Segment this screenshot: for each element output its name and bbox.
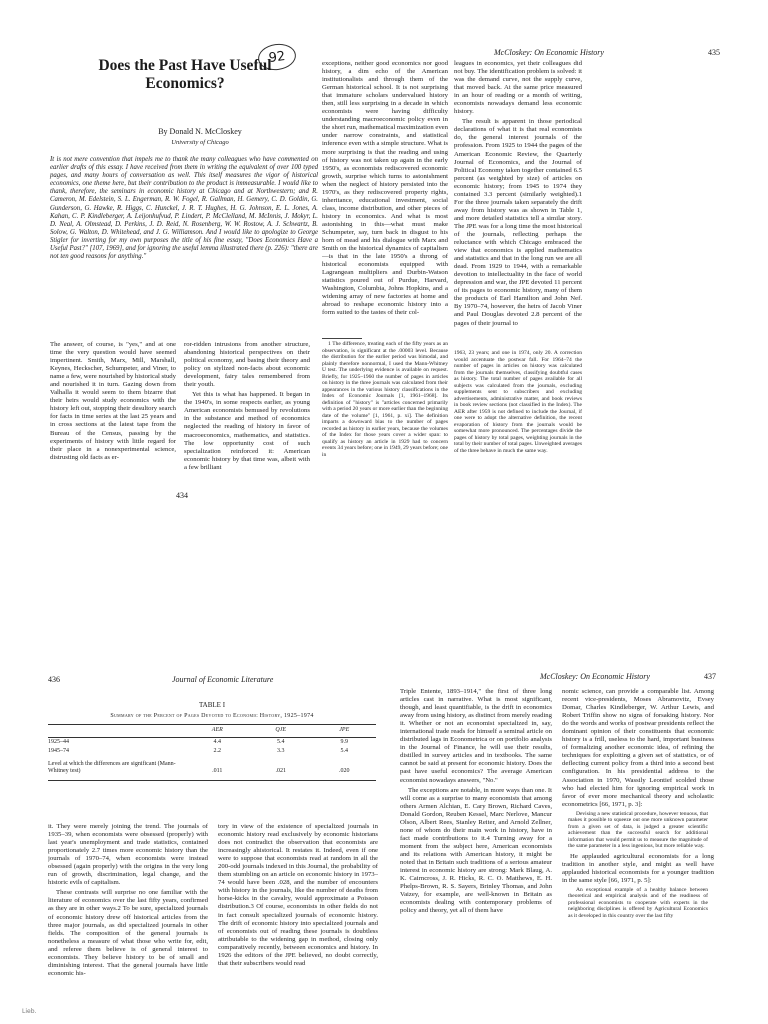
page-number: 436: [48, 675, 60, 684]
table-cell: .020: [312, 757, 376, 781]
block-quote: An exceptional example of a healthy balance between theoretical and empirical analysis and of the readiness of professional economists to cooperate with experts in the neighboring disciplines is offered by Agricultural Economics as it developed in this country over the last fifty: [568, 886, 708, 919]
page-number: 437: [704, 672, 716, 681]
running-head: McCloskey: On Economic History: [494, 48, 604, 57]
table-cell: Level at which the differences are significant (Mann-Whitney test): [48, 757, 186, 781]
page-number: 434: [176, 491, 188, 500]
table-row: [48, 757, 376, 781]
paragraph: nomic science, can provide a comparable list. Among recent vice-presidents, Moses Abramovitz, Evsey Domar, Charles Kindleberger, W. Arthur Lewis, and Robert Triffin show no signs of forsaking history. Nor do the words and works of postwar presidents reflect the dominant opinion of their constituents that economic history is a frill, useless to the hard, important business of formalizing another economic idea, of refining the techniques for exploiting a given set of statistics, or of deflecting current policy from a third into a second best configuration. In his presidential address to the Association in 1970, Wassily Leontief scolded those who had elected him for ignoring empirical work in favor of ever more mechanical theory and scholastic econometrics [66, 1971, p. 3]:: [562, 688, 714, 808]
table-row: [48, 737, 376, 747]
page-number: 435: [708, 48, 720, 57]
paragraph: The answer, of course, is "yes," and at one time the very question would have seemed impertinent. Smith, Marx, Mill, Marshall, Keynes, Heckscher, Schumpeter, and Viner, to name a few, were nourished by historical study and nourished it in turn. Gazing down from Valhalla it would seem to them bizarre that their heirs would study economics with the history left out, stopping their desultory search for facts in time series at the last 25 years and in cross sections at the latest tape from the Bureau of the Census, passing by the experiments of history with little regard for their place in a nonexperimental science, distrusting old facts as er-: [50, 341, 176, 461]
table-cell: .011: [186, 757, 249, 781]
paragraph: The exceptions are notable, in more ways than one. It will come as a surprise to many economists that among others Armen Alchian, E. Cary Brown, Richard Caves, Donald Gordon, Reuben Kessel, Marc Nerlove, Mancur Olson, Albert Rees, Stanley Reiter, and Arnold Zellner, none of whom do their main work in history, have in fact made contributions to it.4 Turning away for a moment from the subject here, American economists and its relations with American history, it might be noted that in Britain such traditions of a serious amateur interest in economic history are strong: Mark Blaug, A. K. Cairncross, J. R. Hicks, R. C. O. Matthews, E. H. Phelps-Brown, R. S. Sayers, Brinley Thomas, and John Vaizey, for example, are well-known in Britain as economists dealing with contemporary problems of policy and theory, yet all of them have: [400, 786, 552, 915]
footnote-text: 1 The difference, treating each of the fifty years as an observation, is significant at the .00003 level. Because the distribution for the earlier period was bimodal, and plainly therefore nonnormal, I used the Mann-Whitney U test. The underlying evidence is available on request. Briefly, for 1925–1960 the number of pages in articles on history in the three journals was calculated from their appearances in the various history classifications in the Index of Economic Journals [1, 1961–1968]. Its definition of "history" is "articles concerned primarily with a period 20 years or more earlier than the beginning date of the volume" [1, 1961, p. xi]. The definition imparts a downward bias to the number of pages recorded as history in earlier years, because the volumes of the Index for those years cover a wider span: to qualify as history an article in 1929 had to concern events 34 years before; one in 1949, 29 years before; one in: [322, 341, 448, 458]
text-column-2: [184, 341, 310, 489]
table-header-row: [48, 725, 376, 738]
author-affiliation: University of Chicago: [171, 139, 229, 146]
text-column-1: [50, 341, 176, 501]
table-cell: 5.4: [277, 738, 285, 745]
paragraph: Triple Entente, 1893–1914," the first of three long articles cast in narrative. What is most significant, though, and least quantifiable, is the drift in economics away from using history, as distinct from merely reading it. Whether or not an economist specialized in, say, international trade reads for himself a seminal article on distributed lags in Econometrica or on portfolio analysis in the Journal of Finance, he will use their results, distilled in survey articles and in textbooks. The same cannot be said at present for economic history. Does the past have useful economics? The average American economist nowadays answers, "No.": [400, 688, 552, 784]
footnote-rule: [322, 338, 362, 339]
paragraph: ror-ridden intrusions from another structure, abandoning historical perspectives on their political economy, and basing their theory and policy on stylized non-facts about economic development, fairy tales remembered from their youth.: [184, 341, 310, 389]
article-title: Does the Past Have Useful Economics?: [98, 57, 272, 92]
paragraph: it. They were merely joining the trend. The journals of 1935–39, when economists were obsessed (properly) with last year's unemployment and trade statistics, contained proportionately 2.7 times more economic history than the journals of 1970–74, when economists were instead obsessed (again properly) with the origins in the very long run of growth, discrimination, legal change, and the historic evils of capitalism.: [48, 823, 208, 887]
table-header: JPE: [312, 725, 376, 738]
block-quote: Devising a new statistical procedure, however tenuous, that makes it possible to squeeze out one more unknown parameter from a given set of data, is judged a greater scientific achievement than the successful search for additional information that would permit us to measure the magnitude of the same parameter in a less ingenious, but more reliable way.: [568, 810, 708, 850]
table-cell: 1925–44: [48, 738, 69, 745]
text-column-3: [322, 60, 448, 335]
acknowledgement-note: It is not mere convention that impels me to thank the many colleagues who have commented on earlier drafts of this essay. I have received from them in writing the equivalent of over 100 typed pages, and many hours of conversation as well. This itself measures the vigor of historical economics, one theme here, but their contribution to the product is immeasurable. I would like to thank, therefore, the seminars in economic history at Chicago and at Northwestern; and R. Cameron, M. Edelstein, S. L. Engerman, R. W. Fogel, R. Gallman, H. Gemery, C. D. Goldin, G. Gunderson, G. Hawke, R. Higgs, C. Hunckel, J. R. T. Hughes, H. G. Johnson, E. L. Jones, A. Kahan, C. P. Kindleberger, A. Leijonhufvud, P. Lindert, P. McClelland, M. McInnis, J. Mokyr, L. D. Neal, A. Olmstead, D. Perkins, J. D. Reid, N. Rosenberg, W. W. Rostow, A. J. Schwartz, B. Solow, G. Walton, D. Whitehead, and J. G. Williamson. And I would like to apologize to George Stigler for inverting for my own purposes the title of his fine essay, "Does Economics Have a Useful Past?" [107, 1969], and for ignoring the useful lemma illustrated there (p. 226): "there are not ten good reasons for anything.": [50, 156, 318, 261]
table-cell: 4.4: [213, 738, 222, 745]
table-cell: 1945–74: [48, 748, 69, 754]
paragraph: leagues in economics, yet their colleagues did not buy. The identification problem is solved: it was the demand curve, not the supply curve, that moved back. At the same price measured in an hour of reading or a month of writing, economists nowadays demand less economic history.: [454, 60, 582, 116]
text-column-4: [454, 60, 582, 344]
text-column-1: [400, 688, 552, 1022]
table-row: [48, 747, 376, 757]
paragraph: tory in view of the existence of specialized journals in economic history read exclusively by economic historians does not contradict the observation that economists are increasingly ahistorical. It restates it. Indeed, even if one were to suppose that economists read at random in all the 200-odd journals indexed in this Journal, the probability of them stumbling on an article on economic history in 1973–74 would have been .028, and the number of encounters with history in the journals, like the number of deaths from horse-kicks in the cavalry, would approximate a Poisson distribution.3 Of course, economists in other fields do not in fact consult specialized journals of economic history. The drift of economic history into specialized journals and of economists out of reading these journals is doubtless attributable to the widening gap in method, closing only comparatively recently, between economics and history. In 1926 the editors of the JPE believed, no doubt correctly, that their subscribers would read: [218, 823, 378, 967]
margin-annotation: Lieb.: [22, 1008, 37, 1015]
table-cell: .021: [249, 757, 312, 781]
paragraph: He applauded agricultural economists for a long tradition in another style, and might as well have applauded historical economists for a younger tradition in the same style [66, 1971, p. 5]:: [562, 852, 714, 884]
footnote-text: 1963, 23 years; and one in 1974, only 20. A correction would accentuate the postwar fall. For 1964–74 the number of pages in articles on history was calculated from the journals themselves, classifying doubtful cases as history. The total number of pages available for all subjects was calculated from the journals, excluding supplements sent to subscribers and excluding advertisements, administrative matter, and book reviews in book review sections (not classified in the Index). The AER after 1959 is not defined to include the Journal, if one were to adopt the alternative definition, the recent evaporation of history from the journals would be somewhat more pronounced. The percentages divide the pages of history by total pages, weighting journals in the total by their number of total pages. Unweighted averages of the three behave in much the same way.: [454, 350, 582, 454]
table-cell: 3.3: [277, 748, 285, 754]
table-subtitle: Summary of the Percent of Pages Devoted to Economic History, 1925–1974: [110, 713, 314, 719]
paragraph: The result is apparent in those periodical declarations of what it is that real economists do, the general interest journals of the profession. From 1925 to 1944 the pages of the American Economic Review, the Quarterly Journal of Economics, and the Journal of Political Economy taken together contained 6.5 percent (as weighted by size) of articles on economic history; from 1945 to 1974 they contained 3.3 percent (similarly weighted).1 For the three journals taken separately the drift away from history was as shown in Table 1, and more detailed statistics tell a similar story. The JPE was for a long time the most historical of the journals, reflecting perhaps the reluctance with which Chicago embraced the view that economics is applied mathematics and statistics and that in the long run we are all dead. From 1929 to 1944, with a remarkable devotion to intellectuality in the face of world depression and war, the JPE devoted 11 percent of its pages to economic history, many of them the products of Earl Hamilton and John Nef. By 1970–74, however, the heirs of Jacob Viner and Paul Douglas devoted 2.8 percent of the pages of their journal to: [454, 118, 582, 327]
text-column-2: [218, 823, 378, 1021]
handwritten-number: 92: [256, 41, 297, 72]
paragraph: These contrasts will surprise no one familiar with the literature of economics over the last fifty years, confirmed as they are in other ways.2 To be sure, specialized journals of economic history drew off historical articles from the three major journals, as did specialized journals in other fields. The composition of the general journals is nonetheless a measure of what those who write for, edit, and referee them believe is of general interest to economists. They believe history to be of small and diminishing interest. That the general journals have little economic his-: [48, 889, 208, 977]
footnote-continued: [454, 350, 582, 500]
table-header: [48, 725, 186, 738]
table-header: AER: [186, 725, 249, 738]
paragraph: Yet this is what has happened. It began in the 1940's, in some respects earlier, as young American economists bemused by revolutions in the substance and method of economics neglected the reading of history in favor of macroeconomics, mathematics, and statistics. The low opportunity cost of such specialization reinforced it: American economic history by that time was, albeit with a few brilliant: [184, 391, 310, 471]
table-cell: 2.2: [213, 748, 222, 754]
text-column-2: [562, 688, 714, 1022]
running-head: Journal of Economic Literature: [172, 675, 274, 684]
table-cell: 5.4: [340, 748, 348, 754]
paragraph: exceptions, neither good economics nor good history, a dim echo of the American institutionalists and through them of the German historical school. It is not surprising that immature scholars undervalued history then, still less surprising in a decade in which economists were having difficulty understanding macroeconomic policy even in the short run, mathematical maximization even under narrow constraints, and statistical inference even with a simple structure. What is more surprising is that the reading and using of history was not taken up again in the early 1950's, as economists rediscovered economic growth, surprise which turns to astonishment when the neglect of history persisted into the 1970's, as they rediscovered property rights, inheritance, educational investment, social class, income distribution, and other pieces of history in economics. And what is most astonishing in this—what must make Schumpeter, say, turn back in disgust to his horn of mead and his dialogue with Marx and Smith on the historical dynamics of capitalism—is that in the late 1950's a throng of historical economists equipped with Lagrangean multipliers and Durbin-Watson statistics poured out of Purdue, Harvard, Washington, Columbia, Johns Hopkins, and a widening array of new factories at home and abroad to reshape economic history into a form suited to the tastes of their col-: [322, 60, 448, 317]
text-column-1: [48, 823, 208, 1021]
table-header: QJE: [249, 725, 312, 738]
footnote: [322, 341, 448, 501]
statistics-table: [48, 724, 376, 781]
running-head: McCloskey: On Economic History: [540, 672, 650, 681]
author-name: By Donald N. McCloskey: [158, 127, 242, 136]
table-cell: 9.9: [340, 738, 348, 745]
table-title: TABLE I: [198, 701, 226, 709]
